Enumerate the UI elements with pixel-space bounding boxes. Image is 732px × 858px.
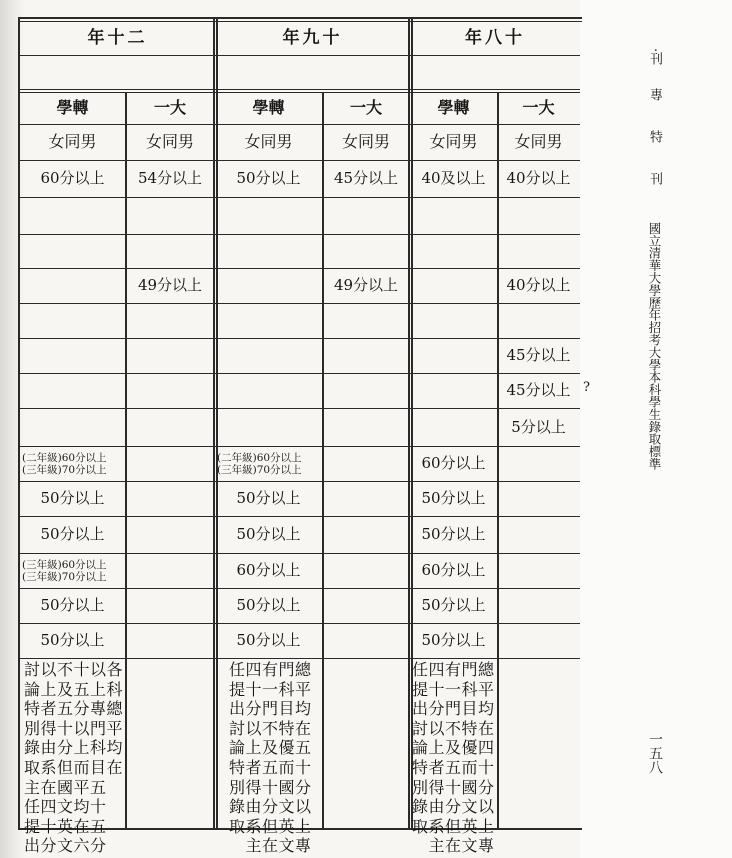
score-cell: 50分以上 <box>236 169 301 187</box>
score-cell: 50分以上 <box>236 596 301 614</box>
score-cell: 45分以上 <box>506 346 571 364</box>
row-rule <box>497 446 580 447</box>
score-cell: 50分以上 <box>236 631 301 649</box>
row-rule <box>322 481 410 482</box>
journal-name-1: ‧刊 <box>647 48 662 66</box>
column-header: 學轉 <box>252 98 285 117</box>
margin-title: 國立清華大學歷年招考大學本科學生錄取標準 <box>647 222 662 470</box>
row-rule <box>20 197 125 198</box>
row-rule <box>322 338 410 339</box>
column-header: 學轉 <box>56 98 89 117</box>
row-rule <box>125 197 215 198</box>
row-rule <box>215 446 322 447</box>
score-cell: 49分以上 <box>137 276 203 294</box>
score-cell: 50分以上 <box>421 631 486 649</box>
gender-label: 女同男 <box>429 132 478 151</box>
query-mark: ? <box>583 380 590 395</box>
row-rule <box>322 197 410 198</box>
row-rule <box>410 234 497 235</box>
score-cell: 50分以上 <box>236 525 301 543</box>
remarks-text: 討以不十以各 論上及五上科 特者五分專總 別得十以門平 錄由分上科均 取系但而目在 主在國平五 任四文均十 提十英在五 出分文六分 <box>24 660 124 856</box>
score-cell: 60分以上 <box>421 561 486 579</box>
gender-label: 女同男 <box>48 132 97 151</box>
remarks-text: 任四有門總 提十一科平 出分門目均 討以不特在 論上及優四 特者五而十 別得十國分 錄由分文以 取系但英上 主在文專 <box>412 660 495 856</box>
row-rule <box>215 373 322 374</box>
score-cell: 50分以上 <box>40 525 105 543</box>
row-rule <box>125 623 215 624</box>
score-cell: 45分以上 <box>506 381 571 399</box>
column-header: 一大 <box>522 98 555 117</box>
score-cell: 45分以上 <box>333 169 399 187</box>
row-rule <box>125 338 215 339</box>
score-cell-two-grades: (三年級)60分以上 (三年級)70分以上 <box>22 558 107 583</box>
row-rule <box>20 408 125 409</box>
year-title: 年九十 <box>282 28 343 48</box>
row-rule <box>322 623 410 624</box>
score-cell-two-grades: (二年級)60分以上 (三年級)70分以上 <box>22 451 107 476</box>
column-header: 一大 <box>153 98 186 117</box>
gender-label: 女同男 <box>514 132 563 151</box>
row-rule <box>497 481 580 482</box>
row-rule <box>410 338 497 339</box>
score-cell: 50分以上 <box>40 489 105 507</box>
score-cell: 60分以上 <box>40 169 105 187</box>
row-rule <box>20 373 125 374</box>
column-divider <box>322 92 324 829</box>
row-rule <box>497 303 580 304</box>
row-rule <box>125 588 215 589</box>
score-cell: 60分以上 <box>421 454 486 472</box>
score-cell: 50分以上 <box>40 631 105 649</box>
row-rule <box>322 234 410 235</box>
year-title: 年十二 <box>87 28 148 48</box>
gender-label: 女同男 <box>244 132 293 151</box>
row-rule <box>125 446 215 447</box>
score-cell: 50分以上 <box>40 596 105 614</box>
row-rule <box>410 303 497 304</box>
score-cell: 54分以上 <box>137 169 203 187</box>
score-cell: 50分以上 <box>421 525 486 543</box>
row-rule <box>215 197 322 198</box>
row-rule <box>215 408 322 409</box>
gender-label: 女同男 <box>341 132 390 151</box>
score-cell: 40及以上 <box>421 169 486 187</box>
page-number: 一五八 <box>647 732 663 774</box>
row-rule <box>497 588 580 589</box>
row-rule <box>125 373 215 374</box>
row-rule <box>215 338 322 339</box>
row-rule <box>125 234 215 235</box>
score-cell: 40分以上 <box>506 169 571 187</box>
score-cell: 60分以上 <box>236 561 301 579</box>
year-title: 年八十 <box>465 28 525 48</box>
row-rule <box>322 408 410 409</box>
row-rule <box>497 516 580 517</box>
row-rule <box>20 234 125 235</box>
table-top-rule <box>18 17 582 19</box>
row-rule <box>125 481 215 482</box>
column-header: 一大 <box>349 98 382 117</box>
row-rule <box>125 553 215 554</box>
row-rule <box>20 553 125 554</box>
row-rule <box>497 553 580 554</box>
row-rule <box>125 408 215 409</box>
row-rule <box>20 303 125 304</box>
journal-name-2: 專 <box>647 88 662 101</box>
notes-top-rule <box>20 658 580 659</box>
score-cell-two-grades: (二年級)60分以上 (三年級)70分以上 <box>217 451 302 476</box>
year-band-rule <box>20 89 580 90</box>
score-cell: 5分以上 <box>511 417 566 436</box>
gender-label: 女同男 <box>145 132 194 151</box>
column-divider <box>497 92 499 829</box>
score-cell: 50分以上 <box>421 489 486 507</box>
row-rule <box>215 303 322 304</box>
journal-name-4: 刊 <box>647 172 662 185</box>
row-rule <box>322 446 410 447</box>
column-divider <box>125 92 127 829</box>
row-rule <box>20 338 125 339</box>
row-rule <box>20 268 125 269</box>
row-rule <box>20 446 125 447</box>
row-rule <box>410 197 497 198</box>
row-rule <box>322 553 410 554</box>
row-rule <box>125 303 215 304</box>
score-cell: 40分以上 <box>506 276 571 294</box>
row-rule <box>497 623 580 624</box>
row-rule <box>410 408 497 409</box>
remarks-text: 任四有門總 提十一科平 出分門目均 討以不特在 論上及優五 特者五而十 別得十國分 錄由分文以 取系但英上 主在文專 <box>229 660 312 856</box>
row-rule <box>410 268 497 269</box>
column-header: 學轉 <box>437 98 470 117</box>
score-cell: 50分以上 <box>421 596 486 614</box>
row-rule <box>497 197 580 198</box>
row-rule <box>410 373 497 374</box>
row-rule <box>322 588 410 589</box>
row-rule <box>497 234 580 235</box>
row-rule <box>322 373 410 374</box>
score-cell: 50分以上 <box>236 489 301 507</box>
year-band-rule <box>20 55 580 56</box>
score-cell: 49分以上 <box>333 276 399 294</box>
row-rule <box>215 234 322 235</box>
row-rule <box>322 516 410 517</box>
row-rule <box>215 268 322 269</box>
journal-name-3: 特 <box>647 130 662 143</box>
row-rule <box>322 303 410 304</box>
row-rule <box>125 516 215 517</box>
